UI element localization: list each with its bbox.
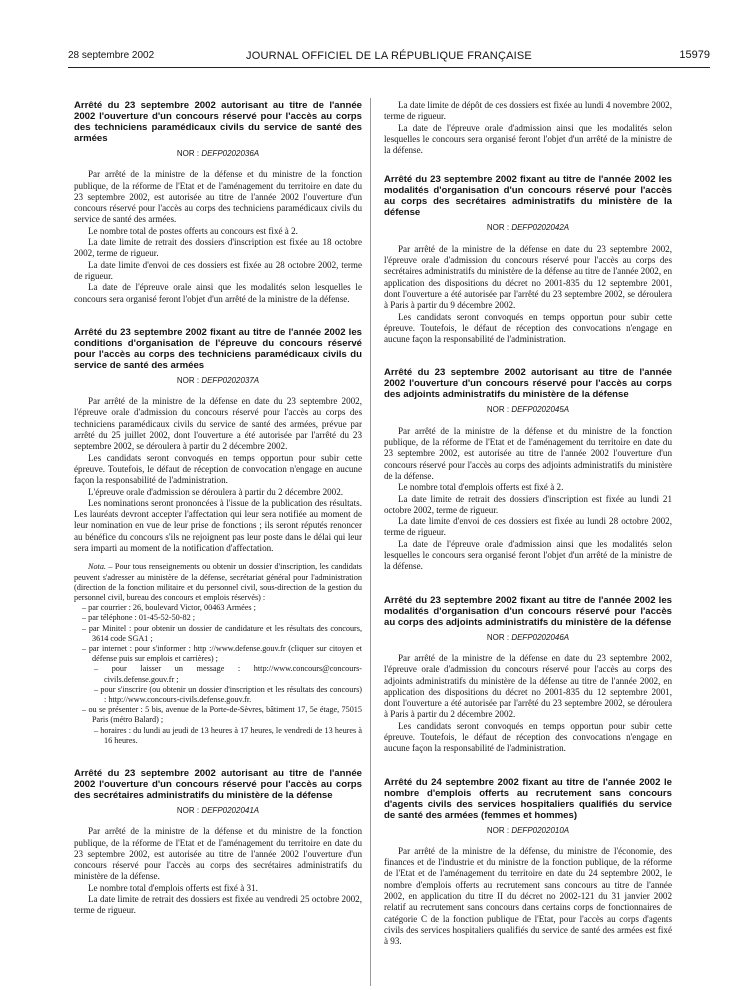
nor-code: DEFP0202041A	[201, 805, 260, 815]
paragraph: Les candidats seront convoqués en temps opportun pour subir cette épreuve. Toutefois, le défaut de réception des convocations n'engage en aucune façon la responsabilité de l'administration.	[384, 720, 672, 754]
nota-intro	[74, 562, 362, 603]
paragraph: Par arrêté de la ministre de la défense en date du 23 septembre 2002, l'épreuve orale d'admission du concours réservé pour l'accès au corps des techniciens paramédicaux civils du service de santé des armées, prévue par arrêté du 25 juillet 2002, dont l'ouverture a été autorisée par l'arrêté du 23 septembre 2002, se déroulera à partir du 2 décembre 2002.	[74, 396, 362, 452]
column-divider	[370, 98, 371, 986]
nor-reference	[384, 825, 672, 836]
decree-title: Arrêté du 23 septembre 2002 autorisant au titre de l'année 2002 l'ouverture d'un concours réservé pour l'accès au corps des secrétaires administratifs du ministère de la défense	[74, 767, 362, 801]
nota-item: – par Minitel : pour obtenir un dossier de candidature et les résultats des concours, 3614 code SGA1 ;	[82, 623, 362, 643]
nor-code: DEFP0202010A	[511, 825, 570, 835]
paragraph: Les candidats seront convoqués en temps opportun pour subir cette épreuve. Toutefois, le défaut de réception de convocation n'engage en aucune façon la responsabilité de l'administration.	[74, 452, 362, 486]
decree-article	[384, 595, 672, 755]
decree-title: Arrêté du 23 septembre 2002 autorisant au titre de l'année 2002 l'ouverture d'un concours réservé pour l'accès au corps des adjoints administratifs du ministère de la défense	[384, 367, 672, 401]
page-number: 15979	[679, 49, 710, 61]
decree-title: Arrêté du 23 septembre 2002 fixant au titre de l'année 2002 les modalités d'organisation d'un concours réservé pour l'accès au corps des adjoints administratifs du ministère de la défense	[384, 594, 672, 628]
paragraph: Par arrêté de la ministre de la défense et du ministre de la fonction publique, de la réforme de l'Etat et de l'aménagement du territoire en date du 23 septembre 2002, est autorisée au titre de l'année 2002 l'ouverture d'un concours réservé pour l'accès au corps des adjoints administratifs du ministère de la défense.	[384, 425, 672, 481]
header-rule	[68, 67, 710, 68]
paragraph: Par arrêté de la ministre de la défense et du ministre de la fonction publique, de la réforme de l'Etat et de l'aménagement du territoire en date du 23 septembre 2002, est autorisée au titre de l'année 2002 l'ouverture d'un concours réservé pour l'accès au corps des techniciens paramédicaux civils du service de santé des armées.	[74, 169, 362, 225]
decree-title: Arrêté du 23 septembre 2002 autorisant au titre de l'année 2002 l'ouverture d'un concours réservé pour l'accès au corps des techniciens paramédicaux civils du service de santé des armées	[74, 100, 362, 144]
paragraph: Par arrêté de la ministre de la défense en date du 23 septembre 2002, l'épreuve orale d'admission du concours réservé pour l'accès au corps des adjoints administratifs du ministère de la défense au titre de l'année 2002, en application des dispositions du décret no 2001-835 du 12 septembre 2001, dont l'ouverture a été autorisée par l'arrêté du 23 septembre 2002, se déroulera à Paris à partir du 2 décembre 2002.	[384, 652, 672, 720]
nor-reference	[74, 148, 362, 159]
paragraph: La date limite de retrait des dossiers est fixée au vendredi 25 octobre 2002, terme de rigueur.	[74, 894, 362, 916]
paragraph: La date de l'épreuve orale d'admission ainsi que les modalités selon lesquelles le concours sera organisé feront l'objet d'un arrêté de la ministre de la défense.	[384, 538, 672, 572]
decree-article	[74, 327, 362, 746]
nor-code: DEFP0202036A	[201, 149, 260, 158]
paragraph: Le nombre total d'emplois offerts est fixé à 2.	[398, 482, 564, 493]
paragraph: Le nombre total de postes offerts au concours est fixé à 2.	[88, 225, 298, 236]
nota-item: – par internet : pour s'informer : http ://www.defense.gouv.fr (cliquer sur citoyen et défense puis sur emplois et carrières) ;	[82, 643, 362, 664]
decree-title: Arrêté du 23 septembre 2002 fixant au titre de l'année 2002 les modalités d'organisation d'un concours réservé pour l'accès au corps des secrétaires administratifs du ministère de la défense	[384, 174, 672, 219]
paragraph: La date de l'épreuve orale ainsi que les modalités selon lesquelles le concours sera organisé feront l'objet d'un arrêté de la ministre de la défense.	[74, 282, 362, 304]
nor-label: NOR :	[176, 375, 200, 385]
paragraph: L'épreuve orale d'admission se déroulera à partir du 2 décembre 2002.	[88, 486, 344, 497]
nor-label: NOR :	[486, 405, 510, 415]
journal-title: JOURNAL OFFICIEL DE LA RÉPUBLIQUE FRANÇAISE	[246, 50, 532, 62]
nota-text: – Pour tous renseignements ou obtenir un dossier d'inscription, les candidats peuvent s'adresser au ministère de la défense, secrétariat général pour l'administration (direction de la fonction militaire et du personnel civil, sous-direction de la gestion du personnel civil, bureau des concours et emplois réservés) :	[74, 562, 362, 602]
nota-list	[74, 603, 362, 746]
nor-code: DEFP0202042A	[511, 223, 570, 233]
issue-date: 28 septembre 2002	[68, 50, 155, 61]
paragraph: La date limite d'envoi de ces dossiers est fixée au 28 octobre 2002, terme de rigueur.	[74, 259, 362, 281]
nor-label: NOR :	[486, 223, 510, 233]
nor-label: NOR :	[176, 805, 200, 815]
paragraph: Les nominations seront prononcées à l'issue de la publication des résultats. Les lauréats devront accepter l'affectation qui leur sera notifiée au moment de leur nomination en vue de leur prise de fonctions ; ils seront réputés renoncer au bénéfice du concours s'ils ne rejoignent pas leur poste dans le délai qui leur sera imparti au moment de la notification d'affectation.	[74, 497, 362, 554]
right-column	[384, 100, 672, 970]
nor-reference	[74, 375, 362, 386]
decree-article	[74, 768, 362, 917]
nota-item: – ou se présenter : 5 bis, avenue de la Porte-de-Sèvres, bâtiment 17, 5e étage, 75015 Paris (métro Balard) ;	[82, 705, 362, 725]
nor-code: DEFP0202037A	[201, 375, 260, 385]
nor-code: DEFP0202046A	[511, 632, 570, 642]
nor-code: DEFP0202045A	[511, 405, 570, 415]
page-header	[68, 50, 710, 66]
nota-item: – horaires : du lundi au jeudi de 13 heures à 17 heures, le vendredi de 13 heures à 16 heures.	[94, 725, 362, 745]
paragraph: Par arrêté de la ministre de la défense, du ministre de l'économie, des finances et de l'industrie et du ministre de la fonction publique, de la réforme de l'Etat et de l'aménagement du territoire en date du 24 septembre 2002, le nombre d'emplois offerts au recrutement sans concours au titre de l'année 2002, en application du titre II du décret no 2002-121 du 31 janvier 2002 relatif au recrutement sans concours dans certains corps de fonctionnaires de catégorie C de la fonction publique de l'Etat, pour l'accès au corps d'agents civils des services hospitaliers qualifiés du service de santé des armées est fixé à 93.	[384, 845, 672, 947]
decree-title: Arrêté du 23 septembre 2002 fixant au titre de l'année 2002 les conditions d'organisation de l'épreuve du concours réservé pour l'accès au corps des techniciens paramédicaux civils du service de santé des armées	[74, 326, 362, 371]
nor-reference	[74, 805, 362, 816]
paragraph: Par arrêté de la ministre de la défense et du ministre de la fonction publique, de la réforme de l'Etat et de l'aménagement du territoire en date du 23 septembre 2002, est autorisée au titre de l'année 2002 l'ouverture d'un concours réservé pour l'accès au corps des secrétaires administratifs du ministère de la défense.	[74, 826, 362, 882]
decree-article	[384, 367, 672, 572]
nota-item: – par courrier : 26, boulevard Victor, 00463 Armées ;	[82, 603, 256, 613]
nor-reference	[384, 632, 672, 643]
nor-label: NOR :	[486, 825, 510, 835]
left-column	[74, 100, 362, 939]
nota-item: – pour s'inscrire (ou obtenir un dossier d'inscription et les résultats des concours) : http://www.concours-civils.defense.gouv.fr.	[94, 684, 362, 704]
paragraph: Par arrêté de la ministre de la défense en date du 23 septembre 2002, l'épreuve orale d'admission du concours réservé pour l'accès au corps des secrétaires administratifs du ministère de la défense au titre de l'année 2002, en application des dispositions du décret no 2001-835 du 12 septembre 2001, dont l'ouverture a été autorisée par l'arrêté du 23 septembre 2002, se déroulera à Paris à partir du 9 décembre 2002.	[384, 243, 672, 311]
nor-label: NOR :	[486, 632, 510, 642]
nota-block	[74, 562, 362, 746]
nor-reference	[384, 404, 672, 415]
paragraph: La date limite d'envoi de ces dossiers est fixée au lundi 28 octobre 2002, terme de rigueur.	[384, 516, 672, 538]
decree-article	[74, 100, 362, 305]
nota-item: – pour laisser un message : http://www.concours@concours-civils.defense.gouv.fr ;	[94, 664, 362, 684]
paragraph: Le nombre total d'emplois offerts est fixé à 31.	[88, 882, 258, 893]
paragraph: La date limite de retrait des dossiers d'inscription est fixée au 18 octobre 2002, terme de rigueur.	[74, 237, 362, 259]
nota-item: – par téléphone : 01-45-52-50-82 ;	[82, 613, 196, 623]
decree-continuation	[384, 100, 672, 156]
nor-label: NOR :	[176, 149, 200, 158]
paragraph: La date de l'épreuve orale d'admission ainsi que les modalités selon lesquelles le concours sera organisé feront l'objet d'un arrêté de la ministre de la défense.	[384, 122, 672, 156]
nota-label: Nota.	[88, 562, 106, 572]
paragraph: La date limite de dépôt de ces dossiers est fixée au lundi 4 novembre 2002, terme de rigueur.	[384, 100, 672, 122]
paragraph: La date limite de retrait des dossiers d'inscription est fixée au lundi 21 octobre 2002, terme de rigueur.	[384, 493, 672, 515]
decree-article	[384, 777, 672, 948]
decree-title: Arrêté du 24 septembre 2002 fixant au titre de l'année 2002 le nombre d'emplois offerts au recrutement sans concours d'agents civils des services hospitaliers qualifiés du service de santé des armées (femmes et hommes)	[384, 776, 672, 821]
nor-reference	[384, 222, 672, 233]
paragraph: Les candidats seront convoqués en temps opportun pour subir cette épreuve. Toutefois, le défaut de réception des convocations n'engage en aucune façon la responsabilité de l'administration.	[384, 311, 672, 345]
decree-article	[384, 174, 672, 345]
